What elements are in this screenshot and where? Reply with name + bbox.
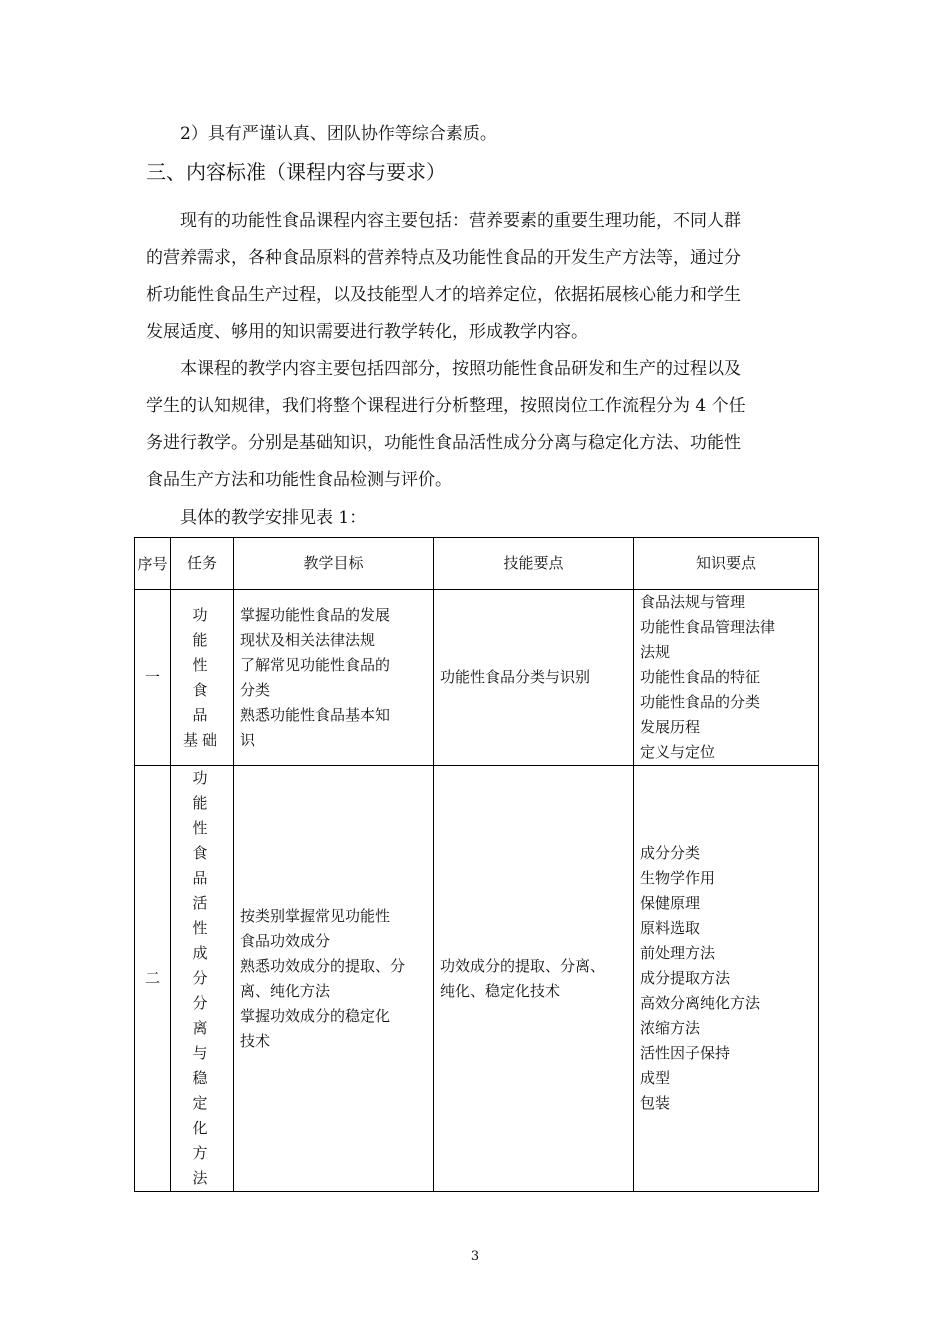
goal-line: 技术: [240, 1031, 271, 1050]
teaching-plan-table: [134, 537, 819, 1192]
knowledge-line: 原料选取: [640, 919, 701, 937]
goal-line: 识: [240, 730, 256, 749]
task-line: 离 与: [192, 1019, 231, 1062]
task-line: 分 分: [192, 969, 231, 1012]
knowledge-line: 前处理方法: [640, 944, 716, 962]
table-header-row: [135, 538, 819, 590]
goal-line: 熟悉功效成分的提取、分: [240, 956, 406, 975]
row-goals: [234, 590, 434, 766]
paragraph-line: 食品生产方法和功能性食品检测与评价。: [146, 470, 452, 490]
task-line: 性 成: [192, 919, 231, 962]
skill-line: 纯化、稳定化技术: [440, 981, 561, 1000]
row-task: [171, 766, 234, 1192]
task-line: 法: [192, 1169, 212, 1187]
knowledge-line: 功能性食品管理法律: [640, 618, 776, 636]
task-line: 品 活: [192, 869, 231, 912]
knowledge-line: 活性因子保持: [640, 1044, 731, 1062]
knowledge-line: 定义与定位: [640, 743, 716, 761]
knowledge-line: 包装: [640, 1094, 671, 1112]
goal-line: 掌握功能性食品的发展: [240, 605, 391, 624]
knowledge-line: 保健原理: [640, 894, 701, 912]
task-line: 基础: [182, 730, 221, 749]
knowledge-line: 功能性食品的分类: [640, 693, 761, 711]
goal-line: 离、纯化方法: [240, 981, 331, 1000]
header-task: 任务: [171, 538, 234, 590]
knowledge-line: 成分分类: [640, 844, 701, 862]
task-line: 功 能: [192, 605, 231, 649]
paragraph-line: 现有的功能性食品课程内容主要包括：营养要素的重要生理功能，不同人群: [180, 211, 741, 231]
row-task: [171, 590, 234, 766]
goal-line: 了解常见功能性食品的: [240, 655, 391, 674]
row-knowledge: [634, 590, 819, 766]
header-seq-text: 序号: [137, 554, 168, 573]
intro-line: 2）具有严谨认真、团队协作等综合素质。: [180, 124, 497, 144]
goal-line: 熟悉功能性食品基本知: [240, 705, 391, 724]
goal-line: 现状及相关法律法规: [240, 630, 376, 649]
header-seq: [135, 538, 171, 590]
knowledge-line: 成分提取方法: [640, 969, 731, 987]
task-line: 化 方: [192, 1119, 231, 1162]
row-knowledge: [634, 766, 819, 1192]
knowledge-line: 成型: [640, 1069, 671, 1087]
paragraph-line: 本课程的教学内容主要包括四部分，按照功能性食品研发和生产的过程以及: [180, 359, 741, 379]
paragraph-line: 发展适度、够用的知识需要进行教学转化，形成教学内容。: [146, 322, 588, 342]
row-seq: 一: [135, 590, 171, 766]
task-line: 性 食: [192, 819, 231, 862]
skill-line: 功效成分的提取、分离、: [440, 956, 606, 975]
paragraph-line: 务进行教学。分别是基础知识，功能性食品活性成分分离与稳定化方法、功能性: [146, 433, 741, 453]
knowledge-line: 生物学作用: [640, 869, 716, 887]
task-line: 性: [192, 655, 212, 674]
task-line: 稳 定: [192, 1069, 231, 1112]
knowledge-line: 发展历程: [640, 718, 701, 736]
row-skills: [434, 766, 634, 1192]
header-skills: 技能要点: [434, 538, 634, 590]
page-number: 3: [470, 1249, 480, 1264]
header-goals: 教学目标: [234, 538, 434, 590]
knowledge-line: 浓缩方法: [640, 1019, 701, 1037]
knowledge-line: 功能性食品的特征: [640, 668, 761, 686]
goal-line: 掌握功效成分的稳定化: [240, 1006, 391, 1025]
knowledge-line: 食品法规与管理: [640, 593, 746, 611]
skill-line: 功能性食品分类与识别: [440, 668, 591, 686]
paragraph-line: 的营养需求，各种食品原料的营养特点及功能性食品的开发生产方法等，通过分: [146, 248, 741, 268]
row-skills: [434, 590, 634, 766]
table-row: [135, 766, 819, 1192]
row-seq: 二: [135, 766, 171, 1192]
table-row: [135, 590, 819, 766]
paragraph-line: 析功能性食品生产过程，以及技能型人才的培养定位，依据拓展核心能力和学生: [146, 285, 741, 305]
task-line: 功 能: [192, 769, 231, 812]
goal-line: 按类别掌握常见功能性: [240, 906, 391, 925]
goal-line: 分类: [240, 680, 271, 699]
knowledge-line: 法规: [640, 643, 671, 661]
goal-line: 食品功效成分: [240, 931, 331, 950]
task-line: 食 品: [192, 680, 231, 724]
knowledge-line: 高效分离纯化方法: [640, 994, 761, 1012]
section-heading: 三、内容标准（课程内容与要求）: [146, 160, 446, 184]
header-knowledge: 知识要点: [634, 538, 819, 590]
paragraph-line: 学生的认知规律，我们将整个课程进行分析整理，按照岗位工作流程分为 4 个任: [146, 396, 746, 416]
row-goals: [234, 766, 434, 1192]
table-caption: 具体的教学安排见表 1：: [180, 508, 367, 528]
